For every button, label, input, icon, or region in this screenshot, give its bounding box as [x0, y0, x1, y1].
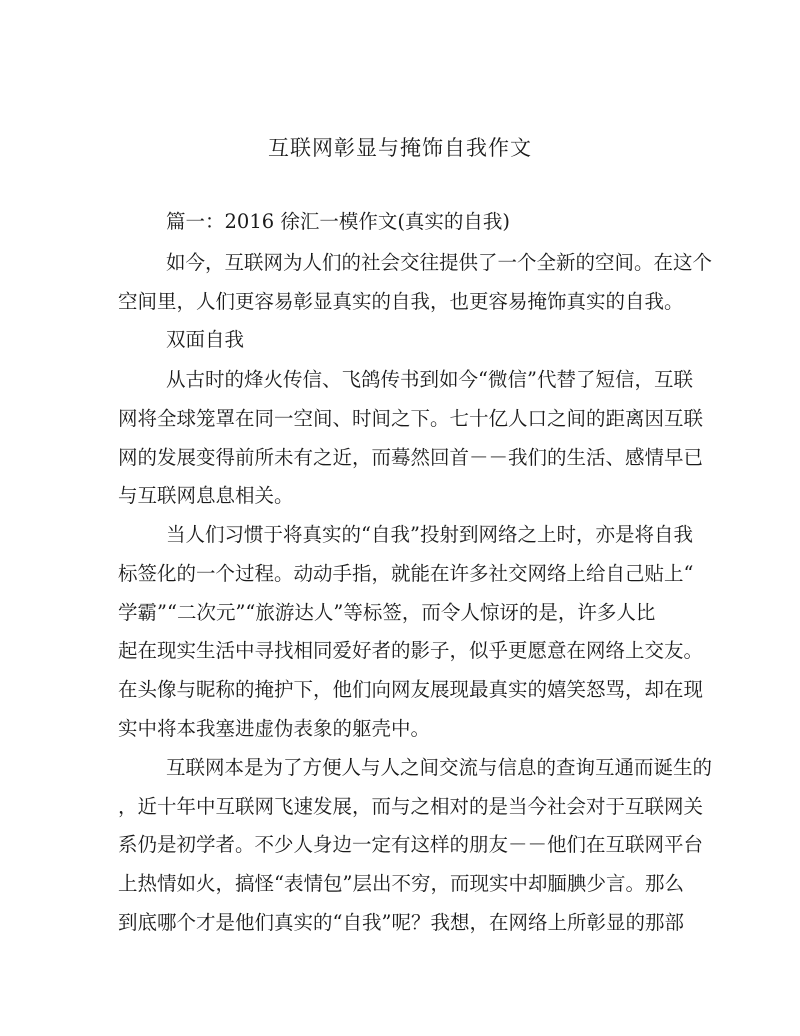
paragraph-line: 空间里，人们更容易彰显真实的自我，也更容易掩饰真实的自我。 — [118, 290, 684, 313]
paragraph-line: 系仍是初学者。不少人身边一定有这样的朋友－－他们在互联网平台 — [118, 833, 704, 856]
paragraph-line: 互联网本是为了方便人与人之间交流与信息的查询互通而诞生的 — [166, 756, 713, 779]
document-title: 互联网彰显与掩饰自我作文 — [268, 136, 532, 160]
paragraph-line: 学霸”“二次元”“旅游达人”等标签，而令人惊讶的是，许多人比 — [118, 601, 656, 624]
paragraph-line: 与互联网息息相关。 — [118, 484, 294, 507]
paragraph-line: 如今，互联网为人们的社会交往提供了一个全新的空间。在这个 — [166, 251, 713, 274]
paragraph-line: 从古时的烽火传信、飞鸽传书到如今“微信”代替了短信，互联 — [166, 368, 693, 391]
paragraph-line: 当人们习惯于将真实的“自我”投射到网络之上时，亦是将自我 — [166, 523, 693, 546]
paragraph-line: 到底哪个才是他们真实的“自我”呢？我想，在网络上所彰显的那部 — [118, 911, 684, 934]
paragraph-line: 在头像与昵称的掩护下，他们向网友展现最真实的嬉笑怒骂，却在现 — [118, 678, 704, 701]
paragraph-line: 实中将本我塞进虚伪表象的躯壳中。 — [118, 717, 431, 740]
paragraph-line: 网将全球笼罩在同一空间、时间之下。七十亿人口之间的距离因互联 — [118, 407, 704, 430]
paragraph-line: 起在现实生活中寻找相同爱好者的影子，似乎更愿意在网络上交友。 — [118, 639, 704, 662]
paragraph-line: 标签化的一个过程。动动手指，就能在许多社交网络上给自己贴上“ — [118, 562, 694, 585]
paragraph-line: 上热情如火，搞怪“表情包”层出不穷，而现实中却腼腆少言。那么 — [118, 872, 684, 895]
section-heading: 篇一：2016 徐汇一模作文(真实的自我) — [166, 210, 511, 233]
subheading: 双面自我 — [166, 328, 245, 351]
paragraph-line: ，近十年中互联网飞速发展，而与之相对的是当今社会对于互联网关 — [118, 795, 704, 818]
paragraph-line: 网的发展变得前所未有之近，而蓦然回首－－我们的生活、感情早已 — [118, 446, 704, 469]
